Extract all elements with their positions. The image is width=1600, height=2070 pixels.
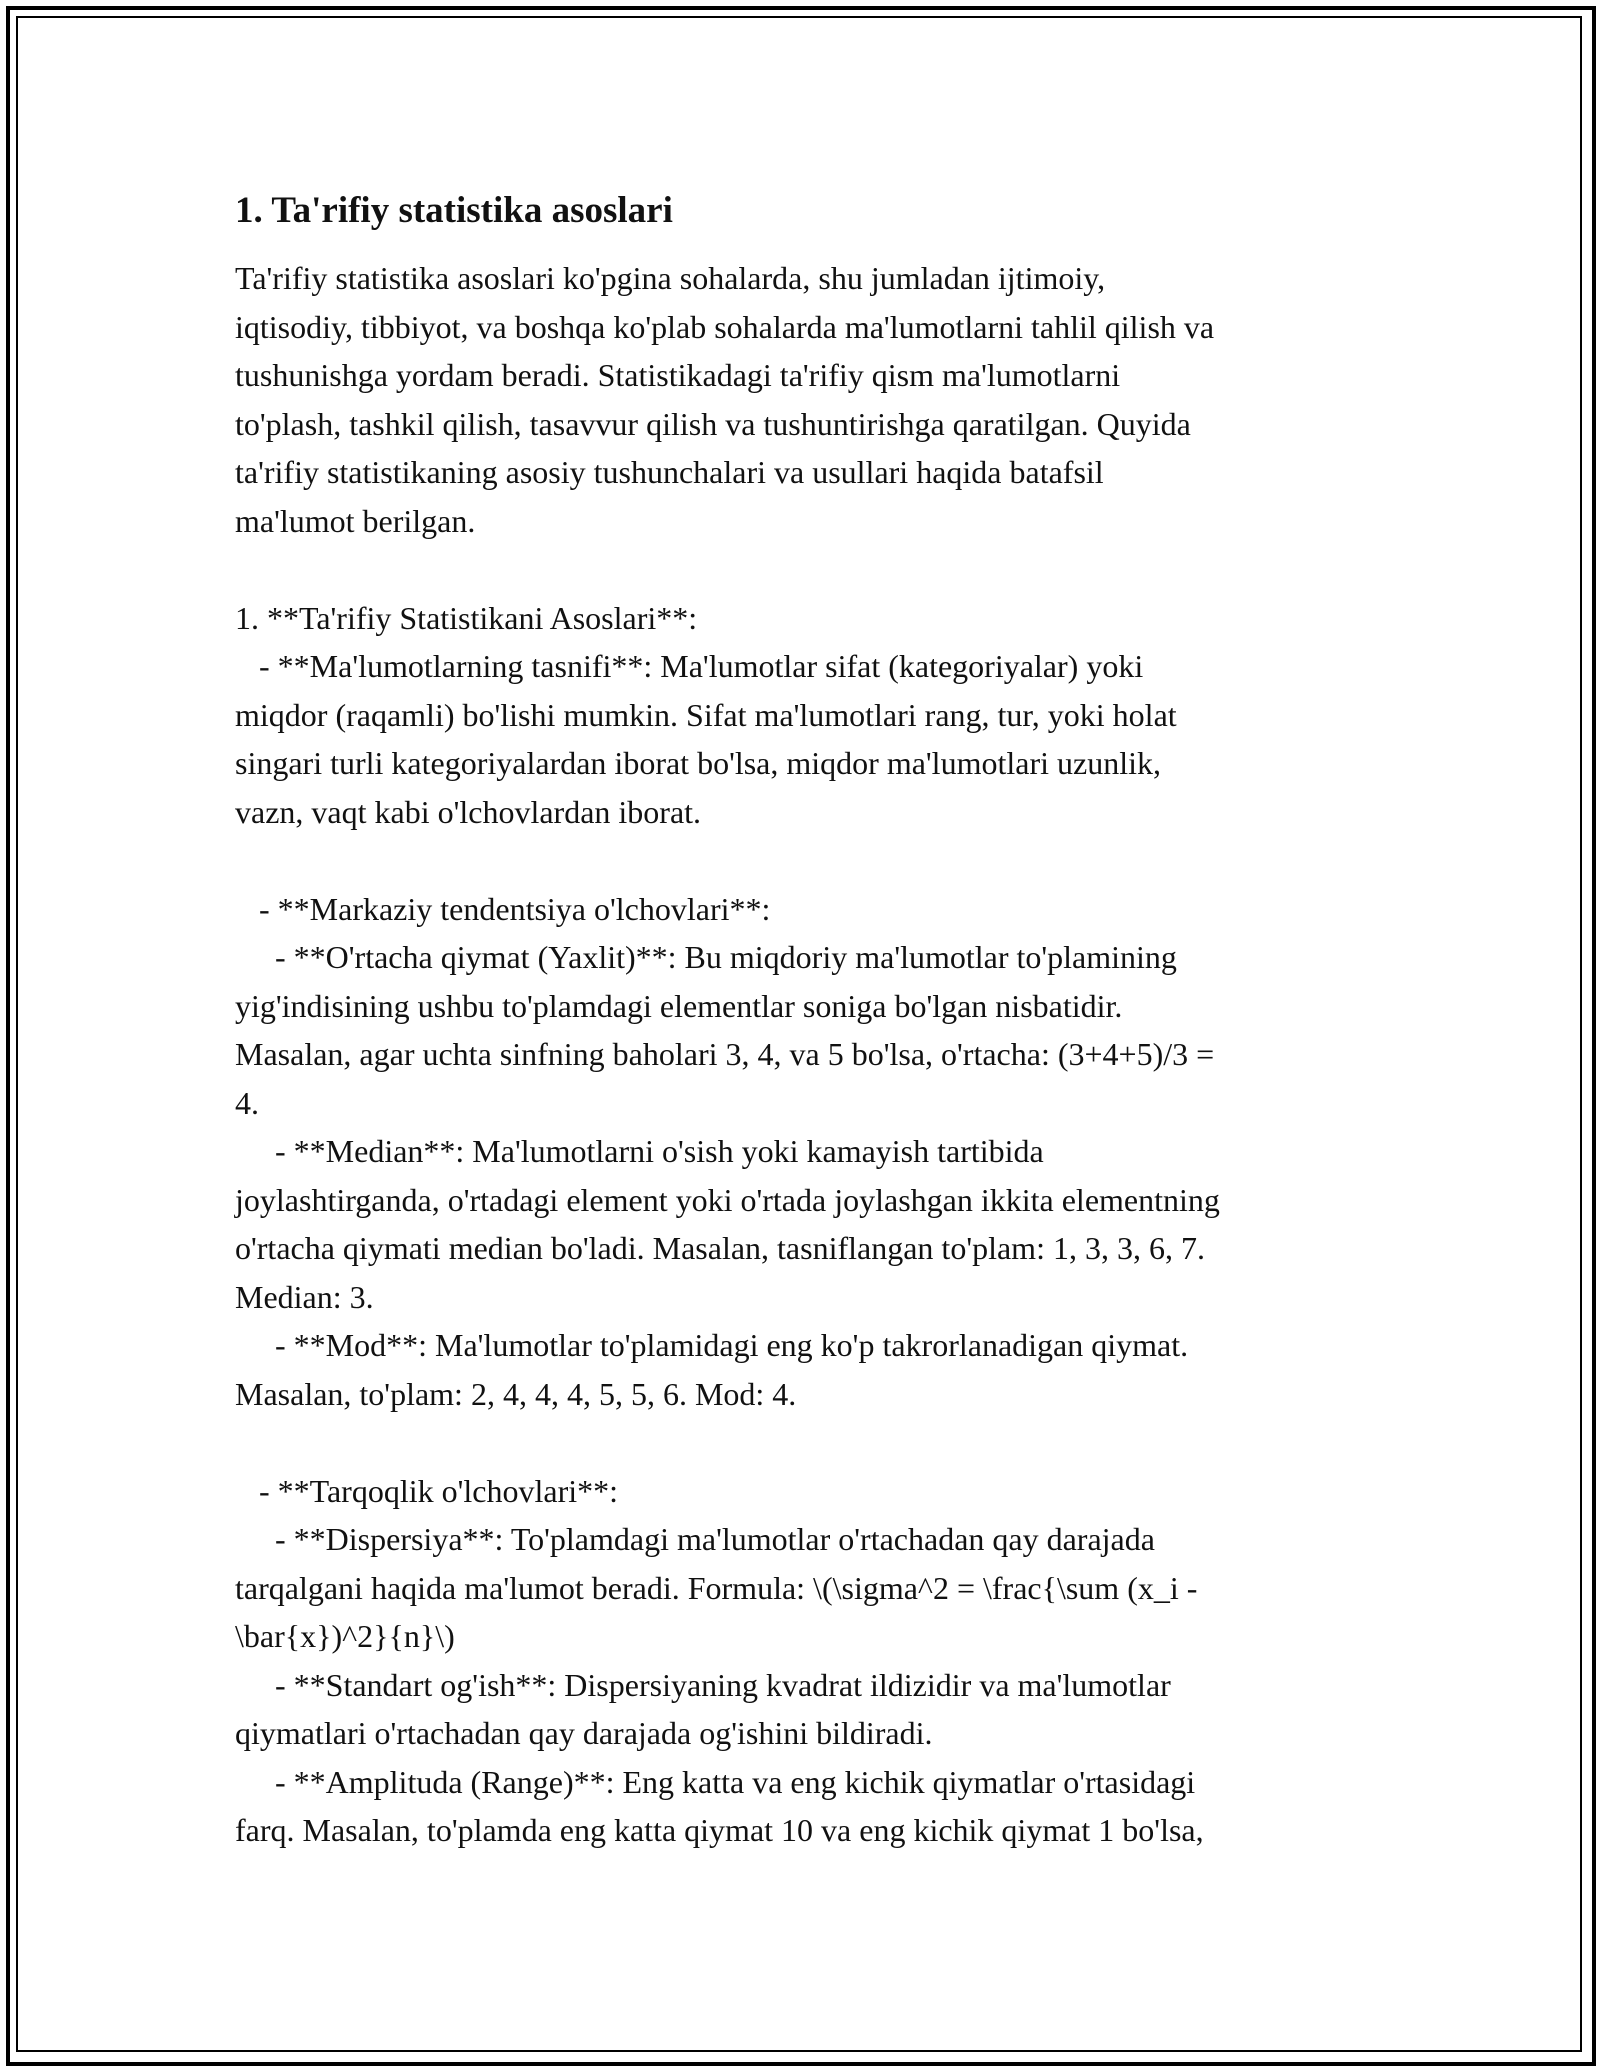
data-classification-section: 1. **Ta'rifiy Statistikani Asoslari**: - **Ma'lumotlarning tasnifi**: Ma'lumotlar sifat (kategoriyalar) yoki miqdor (raqamli) bo'lishi mumkin. Sifat ma'lumotlari rang, tur, yoki holat singari turli kategoriyalardan iborat bo'lsa, miqdor ma'lumotlari uzunlik, vazn, vaqt kabi o'lchovlardan iborat.: [235, 599, 1177, 830]
central-tendency-section: - **Markaziy tendentsiya o'lchovlari**: - **O'rtacha qiymat (Yaxlit)**: Bu miqdoriy ma'lumotlar to'plamining yig'indisining ushbu to'plamdagi elementlar soniga bo'lgan nisbatidir. Masalan, agar uchta sinfning baholari 3, 4, va 5 bo'lsa, o'rtacha: (3+4+5)/3 = 4. - **Median**: Ma'lumotlarni o'sish yoki kamayish tartibida joylashtirganda, o'rtadagi element yoki o'rtada joylashgan ikkita elementning o'rtacha qiymati median bo'ladi. Masalan, tasniflangan to'plam: 1, 3, 3, 6, 7. Median: 3. - **Mod**: Ma'lumotlar to'plamidagi eng ko'p takrorlanadigan qiymat. Masalan, to'plam: 2, 4, 4, 4, 5, 5, 6. Mod: 4.: [235, 890, 1220, 1412]
intro-paragraph: Ta'rifiy statistika asoslari ko'pgina sohalarda, shu jumladan ijtimoiy, iqtisodiy, tibbiyot, va boshqa ko'plab sohalarda ma'lumotlarni tahlil qilish va tushunishga yordam beradi. Statistikadagi ta'rifiy qism ma'lumotlarni to'plash, tashkil qilish, tasavvur qilish va tushuntirishga qaratilgan. Quyida ta'rifiy statistikaning asosiy tushunchalari va usullari haqida batafsil ma'lumot berilgan.: [235, 260, 1215, 539]
paragraph-gap: [235, 836, 1375, 885]
dispersion-section: - **Tarqoqlik o'lchovlari**: - **Dispersiya**: To'plamdagi ma'lumotlar o'rtachadan qay darajada tarqalgani haqida ma'lumot beradi. Formula: \(\sigma^2 = \frac{\sum (x_i - \bar{x})^2}{n}\) - **Standart og'ish**: Dispersiyaning kvadrat ildizidir va ma'lumotlar qiymatlari o'rtachadan qay darajada og'ishini bildiradi. - **Amplituda (Range)**: Eng katta va eng kichik qiymatlar o'rtasidagi farq. Masalan, to'plamda eng katta qiymat 10 va eng kichik qiymat 1 bo'lsa,: [235, 1472, 1204, 1848]
section-heading: 1. Ta'rifiy statistika asoslari: [235, 190, 673, 231]
document-body: [235, 186, 1375, 1855]
paragraph-gap: [235, 1418, 1375, 1467]
paragraph-gap: [235, 545, 1375, 594]
